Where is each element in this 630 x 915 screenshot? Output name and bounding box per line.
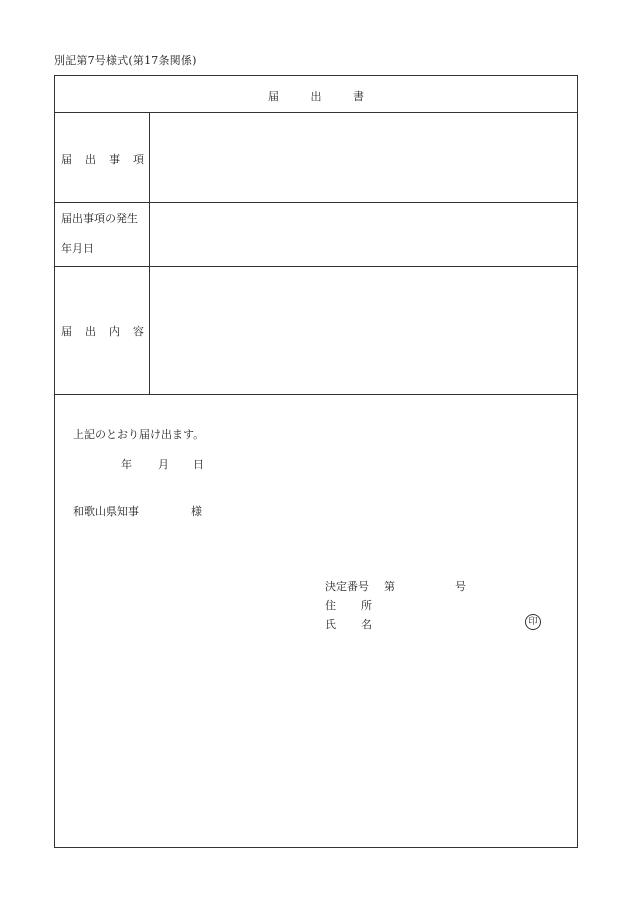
- title-char: 出: [310, 90, 322, 103]
- form-caption: 別記第7号様式(第17条関係): [54, 54, 197, 67]
- notification-form: [54, 75, 578, 848]
- name-label-char: 名: [361, 618, 372, 631]
- row-divider: [55, 394, 577, 395]
- title-char: 届: [268, 90, 279, 103]
- addressee: 和歌山県知事: [73, 505, 139, 518]
- decision-number-prefix: 第: [384, 580, 395, 593]
- date-month-label: 月: [158, 458, 169, 471]
- address-label-char: 住: [325, 599, 336, 612]
- form-title: [55, 88, 577, 104]
- date-day-label: 日: [193, 458, 204, 471]
- occurrence-date-label: 届出事項の発生 年月日: [61, 212, 138, 255]
- notification-item-label: 届 出 事 項: [61, 153, 144, 166]
- notification-content-field[interactable]: [151, 267, 577, 393]
- honorific: 様: [191, 505, 202, 518]
- seal-mark: 印: [525, 614, 541, 630]
- notification-item-field[interactable]: [151, 113, 577, 201]
- notification-content-label: 届 出 内 容: [61, 325, 144, 338]
- decision-number-suffix: 号: [455, 580, 466, 593]
- name-label-char: 氏: [325, 618, 336, 631]
- address-label-char: 所: [361, 599, 372, 612]
- date-year-label: 年: [121, 458, 132, 471]
- title-char: 書: [353, 90, 364, 103]
- occurrence-date-field[interactable]: [151, 203, 577, 265]
- decision-number-label: 決定番号: [325, 580, 369, 593]
- declaration-text: 上記のとおり届け出ます。: [73, 428, 205, 441]
